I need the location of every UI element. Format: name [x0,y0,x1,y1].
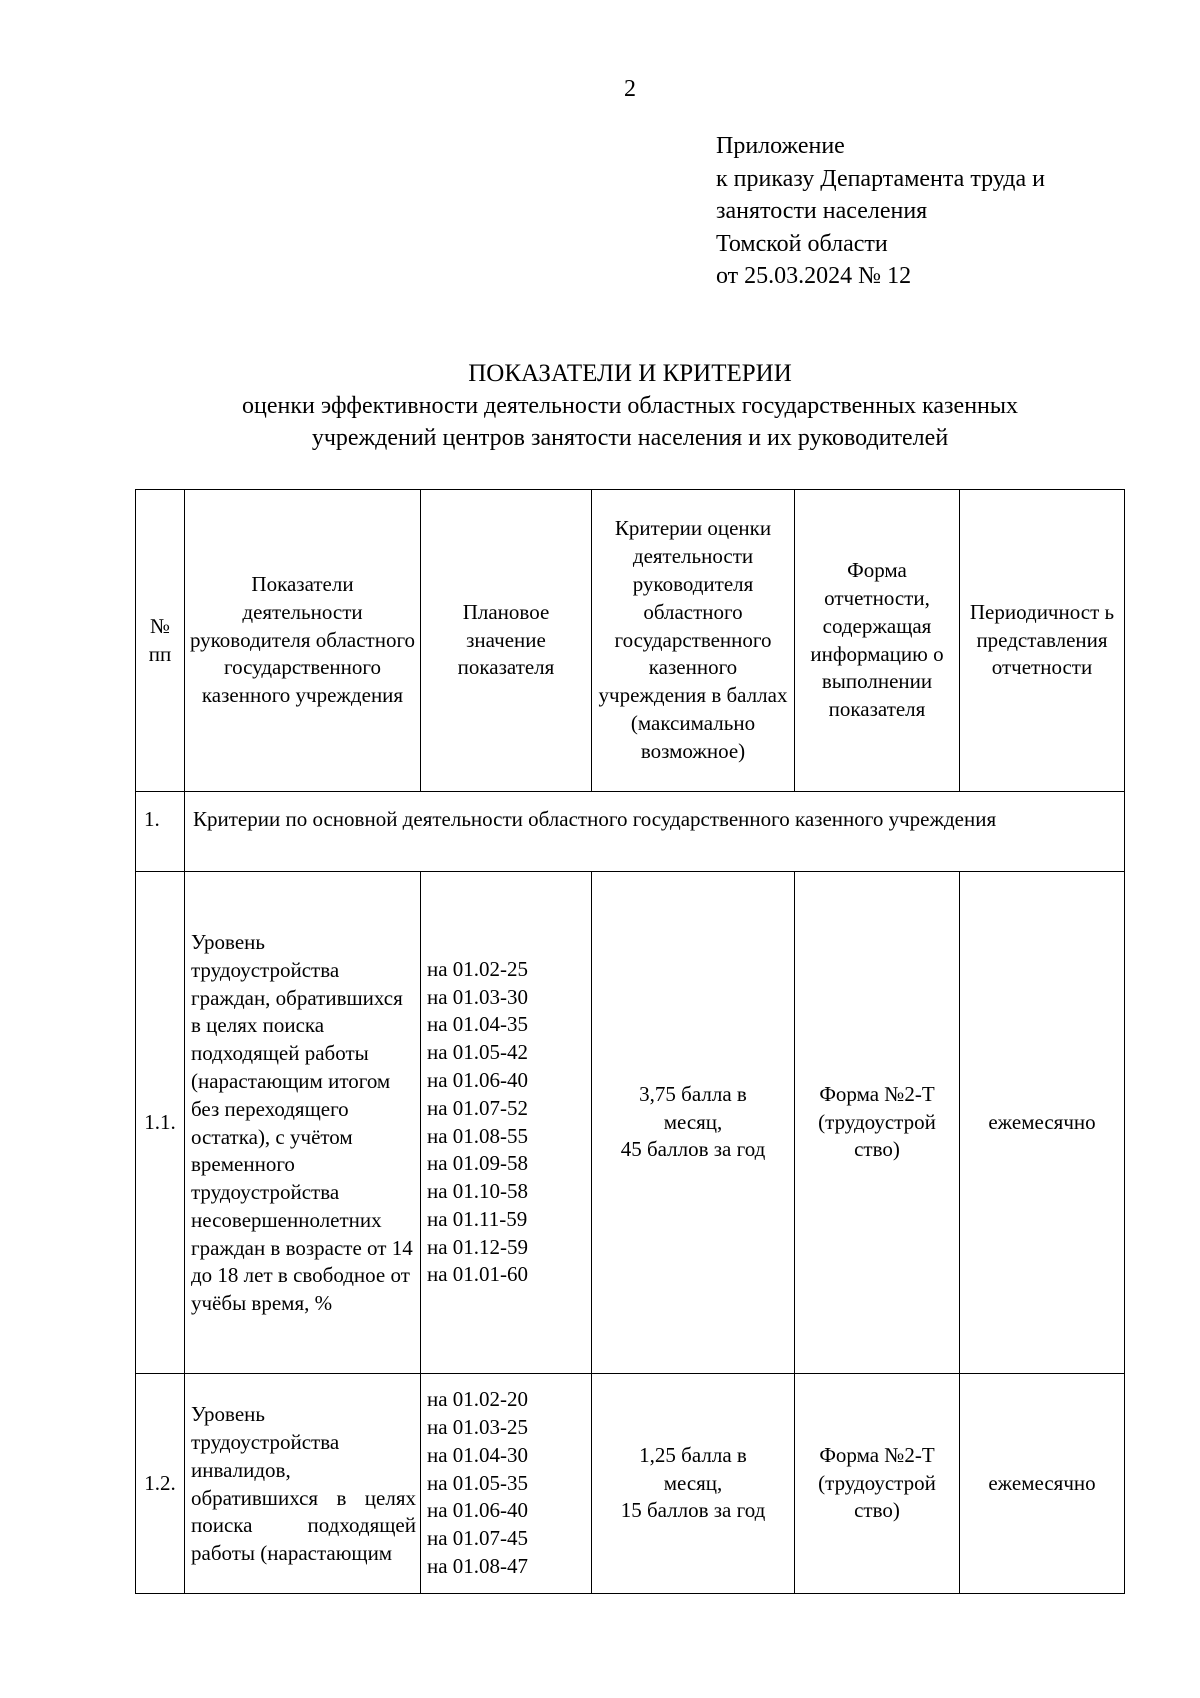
appendix-line: занятости населения [716,198,928,224]
criteria-line: 15 баллов за год [620,1498,766,1523]
title-subtitle-line: оценки эффективности деятельности областных государственных казенных [241,393,1018,419]
plan-value: на 01.05-42 [427,1040,529,1065]
row-number: 1.2. [136,1374,185,1594]
row-criteria [592,872,795,1374]
header-num: № пп [136,490,185,792]
plan-value: на 01.03-25 [427,1415,529,1439]
plan-value: на 01.03-30 [427,984,529,1009]
appendix-block [716,130,1045,293]
section-number: 1. [136,792,185,872]
row-criteria [592,1374,795,1594]
plan-value: на 01.10-58 [427,1179,529,1204]
row-plan-values [421,1374,592,1594]
row-number: 1.1. [136,872,185,1374]
plan-value: на 01.07-52 [427,1095,529,1120]
plan-value: на 01.02-20 [427,1387,529,1412]
criteria-line: месяц, [663,1109,723,1134]
plan-value: на 01.04-30 [427,1442,529,1467]
criteria-line: 1,25 балла в [639,1442,747,1467]
row-form [795,1374,960,1594]
page-number: 2 [624,76,636,102]
table-row [136,872,1125,1374]
plan-value: на 01.11-59 [427,1206,528,1231]
form-line: ство) [854,1498,900,1523]
table-section-row [136,792,1125,872]
plan-value: на 01.05-35 [427,1470,529,1495]
criteria-line: 45 баллов за год [620,1137,766,1162]
plan-value: на 01.08-55 [427,1123,529,1148]
plan-value: на 01.04-35 [427,1012,529,1037]
plan-value: на 01.01-60 [427,1262,529,1287]
form-line: (трудоустрой [818,1470,936,1495]
appendix-line: от 25.03.2024 № 12 [716,263,912,289]
row-plan-values [421,872,592,1374]
plan-value: на 01.08-47 [427,1553,529,1578]
criteria-line: месяц, [663,1470,723,1495]
header-form: Форма отчетности, содержащая информацию о выполнении показателя [795,490,960,792]
plan-value: на 01.06-40 [427,1498,529,1523]
row-indicator: Уровень трудоустройства граждан, обратившихся в целях поиска подходящей работы (нарастающим итогом без переходящего остатка), с учётом временного трудоустройства несовершеннолетних граждан в возрасте от 14 до 18 лет в свободное от учёбы время, % [185,872,421,1374]
table-row [136,1374,1125,1594]
header-plan: Плановое значение показателя [421,490,592,792]
header-indicator: Показатели деятельности руководителя областного государственного казенного учреждения [185,490,421,792]
row-period: ежемесячно [960,1374,1125,1594]
title-subtitle-line: учреждений центров занятости населения и их руководителей [311,425,949,451]
form-line: Форма №2-Т [819,1081,935,1106]
title-main: ПОКАЗАТЕЛИ И КРИТЕРИИ [468,360,792,387]
row-period: ежемесячно [960,872,1125,1374]
appendix-line: к приказу Департамента труда и [716,165,1045,192]
plan-value: на 01.12-59 [427,1234,529,1259]
criteria-line: 3,75 балла в [639,1081,747,1106]
plan-value: на 01.06-40 [427,1067,529,1092]
header-criteria: Критерии оценки деятельности руководителя областного государственного казенного учреждения в баллах (максимально возможное) [592,490,795,792]
header-period: Периодичност ь представления отчетности [960,490,1125,792]
plan-value: на 01.09-58 [427,1151,529,1176]
row-form [795,872,960,1374]
criteria-table [135,489,1125,1594]
form-line: (трудоустрой [818,1109,936,1134]
section-title: Критерии по основной деятельности областного государственного казенного учреждения [185,792,1125,872]
appendix-line: Томской области [716,230,888,257]
table-header-row [136,490,1125,792]
plan-value: на 01.07-45 [427,1526,529,1551]
plan-value: на 01.02-25 [427,956,529,981]
document-title [0,358,1200,454]
form-line: ство) [854,1137,900,1162]
row-indicator: Уровень трудоустройства инвалидов, обратившихся в целях поиска подходящей работы (нарастающим [185,1374,421,1594]
appendix-line: Приложение [716,133,845,159]
form-line: Форма №2-Т [819,1442,935,1467]
